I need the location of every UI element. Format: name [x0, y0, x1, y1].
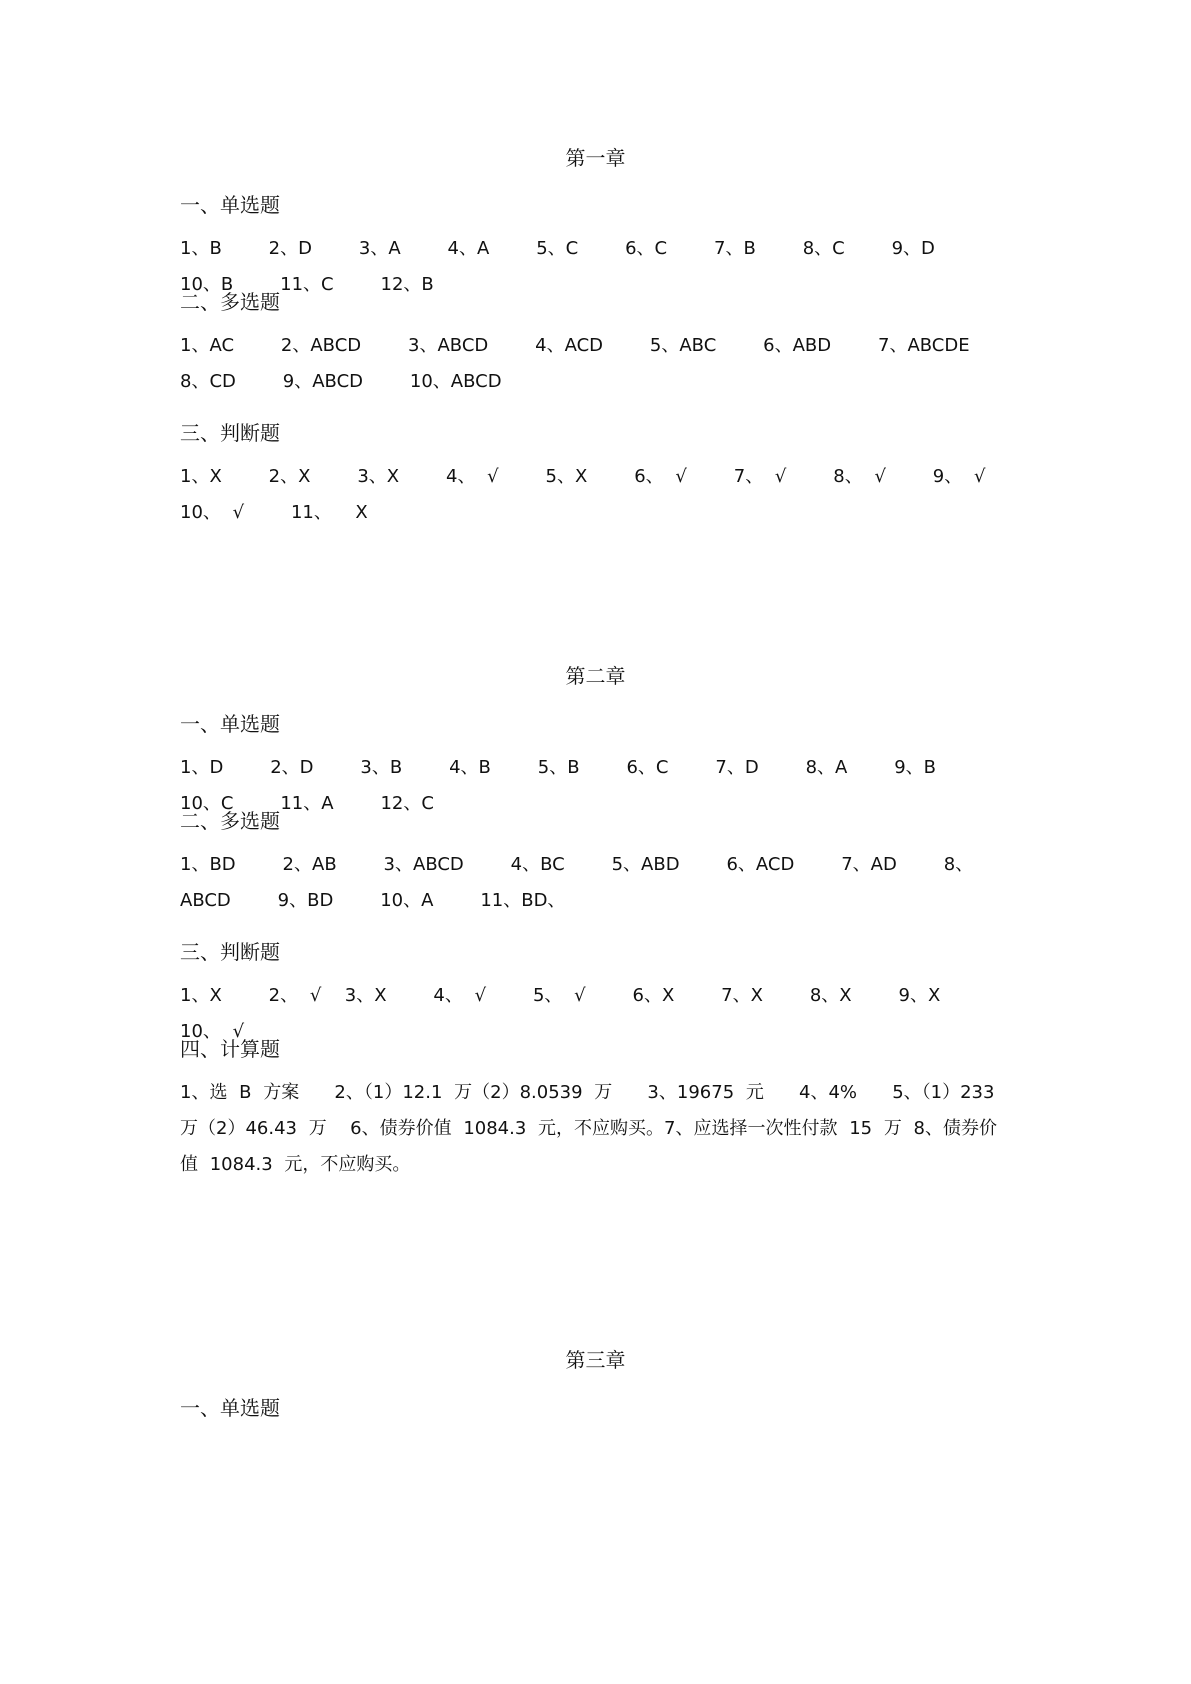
ch1-single-choice-answers: 1、B 2、D 3、A 4、A 5、C 6、C 7、B 8、C 9、D 10、B 11、C 12、B — [180, 238, 982, 295]
chapter-3-title: 第三章 — [565, 1348, 626, 1372]
ch2-single-choice-answers: 1、D 2、D 3、B 4、B 5、B 6、C 7、D 8、A 9、B 10、C 11、A 12、C — [180, 757, 983, 814]
ch2-single-choice-heading: 一、单选题 — [180, 712, 280, 736]
ch2-calculation-heading: 四、计算题 — [180, 1037, 280, 1061]
ch1-true-false-heading: 三、判断题 — [180, 421, 280, 445]
ch2-calculation-answers: 1、选 B 方案 2、（1）12.1 万（2）8.0539 万 3、19675 元 4、4% 5、（1）233 万（2）46.43 万 6、债券价值 1084.3 元，不应购买。7、应选择一次性付款 15 万 8、债券价值 1084.3 元，不应购买。 — [180, 1082, 1007, 1175]
chapter-2-title: 第二章 — [565, 664, 626, 688]
ch2-true-false-answers: 1、X 2、 √ 3、X 4、 √ 5、 √ 6、X 7、X 8、X 9、X 10、 √ — [180, 985, 988, 1042]
ch1-multiple-choice-heading: 二、多选题 — [180, 290, 280, 314]
ch3-single-choice-heading: 一、单选题 — [180, 1396, 280, 1420]
chapter-1-title: 第一章 — [565, 146, 626, 170]
ch2-multiple-choice-heading: 二、多选题 — [180, 809, 280, 833]
ch1-multiple-choice-answers: 1、AC 2、ABCD 3、ABCD 4、ACD 5、ABC 6、ABD 7、ABCDE 8、CD 9、ABCD 10、ABCD — [180, 335, 1017, 392]
ch2-true-false-heading: 三、判断题 — [180, 940, 280, 964]
ch2-multiple-choice-answers: 1、BD 2、AB 3、ABCD 4、BC 5、ABD 6、ACD 7、AD 8、ABCD 9、BD 10、A 11、BD、 — [180, 854, 974, 911]
ch1-true-false-answers: 1、X 2、X 3、X 4、 √ 5、X 6、 √ 7、 √ 8、 √ 9、 √ 10、 √ 11、 X — [180, 466, 1033, 523]
ch1-single-choice-heading: 一、单选题 — [180, 193, 280, 217]
